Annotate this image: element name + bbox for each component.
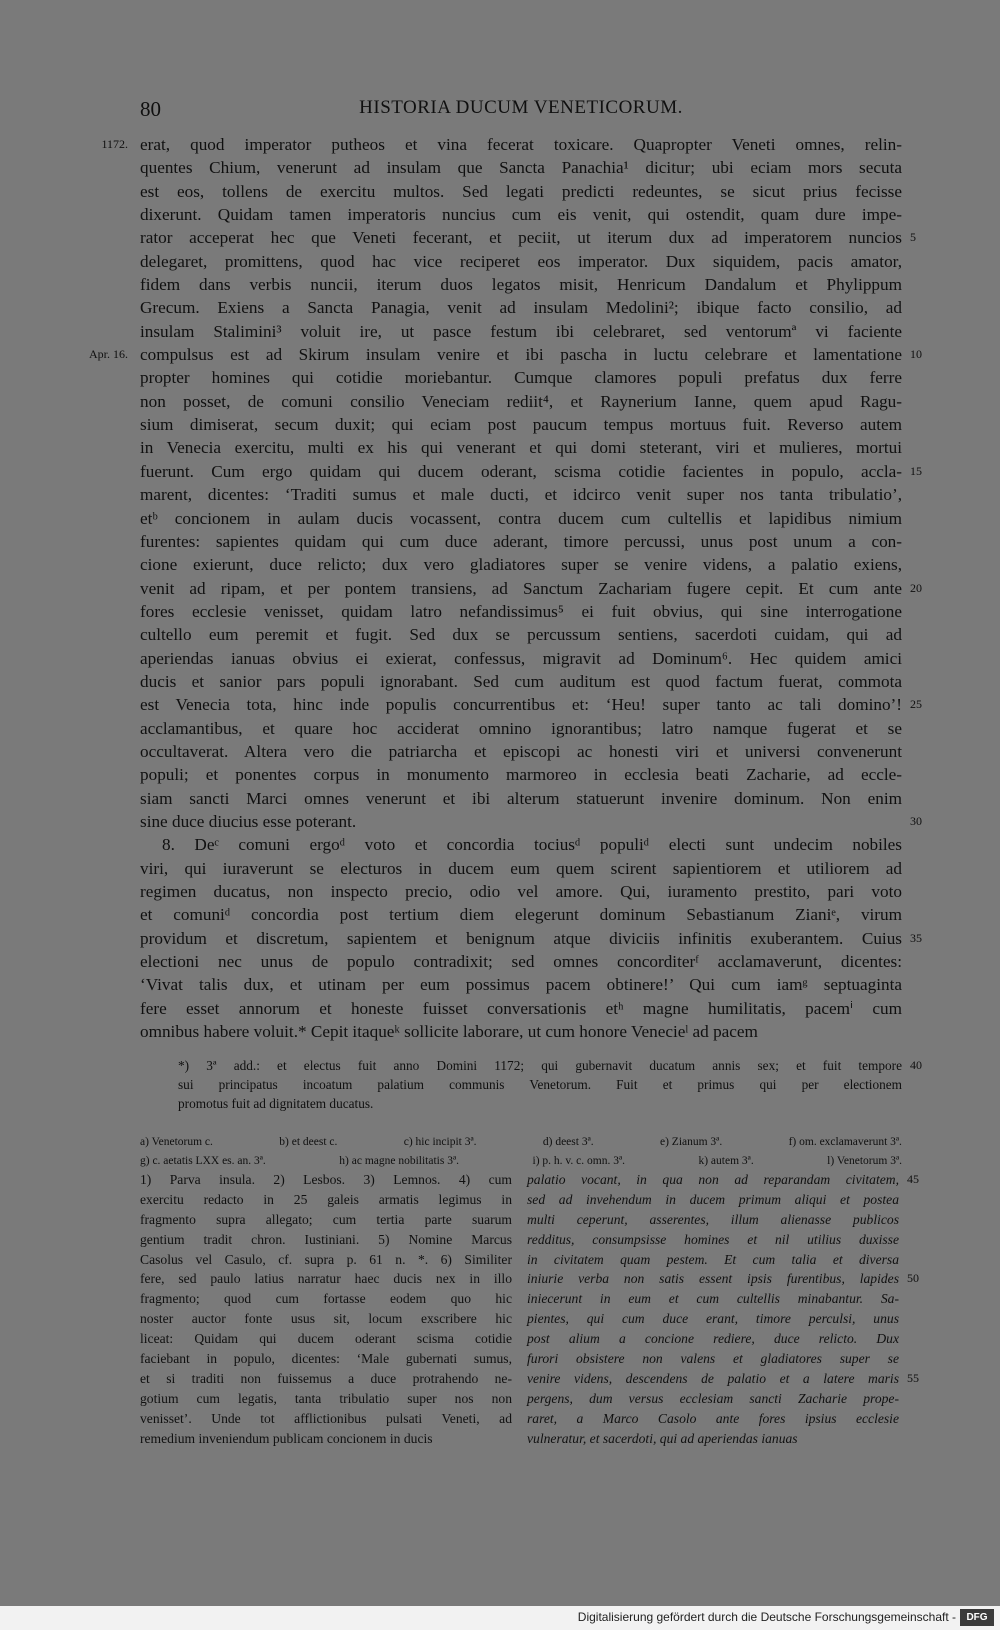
- text-line: [140, 296, 902, 319]
- note-text: promotus fuit ad dignitatem ducatus.: [178, 1096, 374, 1111]
- line-text: etᵇ concionem in aulam ducis vocassent, contra ducem cum cultellis et lapidibus nimium: [140, 508, 902, 528]
- line-text: sium dimiserat, secum duxit; qui eciam post paucum tempus mortuus fuit. Reverso autem: [140, 415, 902, 435]
- text-line: [140, 366, 902, 389]
- footnote-text: sed ad invehendum in ducem primum aliqui et postea: [527, 1191, 899, 1207]
- text-line: [140, 390, 902, 413]
- line-text: venit ad ripam, et per pontem transiens, ad Sanctum Zachariam fugere cepit. Et cum ante: [140, 578, 902, 598]
- line-text: ‘Vivat talis dux, et utinam per eum possimus pacem obtinere!’ Qui cum iamᵍ septuaginta: [140, 975, 902, 995]
- line-text: furentes: sapientes quidam qui cum duce aderant, timore percussi, unus post unum a con-: [140, 531, 902, 551]
- line-text: in Venecia exercitu, multi ex his qui venerant et qui domi steterant, viri et mulieres, mortui: [140, 438, 902, 458]
- footnote-text: et si traditi non fuissemus a duce protrahendo ne-: [140, 1370, 512, 1386]
- text-line: [140, 483, 902, 506]
- line-number: 50: [907, 1271, 919, 1286]
- footnote-text: vulneratur, et sacerdoti, qui ad aperiendas ianuas: [527, 1430, 798, 1446]
- text-line: [140, 460, 922, 483]
- footnote-text: pientes, qui cum duce erant, timore perculsi, unus: [527, 1311, 899, 1327]
- text-line: [140, 226, 916, 249]
- line-text: insulam Stalimini³ voluit ire, ut pasce festum ibi celebraret, sed ventorumª vi faciente: [140, 321, 902, 341]
- text-line: [140, 530, 902, 553]
- text-line: [140, 763, 902, 786]
- text-line: [140, 670, 902, 693]
- text-line: [140, 787, 902, 810]
- text-line: [140, 577, 922, 600]
- text-line: [140, 1020, 902, 1043]
- line-text: est eos, tollens de exercitu multos. Sed legati predicti redeuntes, se sicut prius fecisse: [140, 181, 902, 201]
- footnote-text: venire videns, descendens de palatio et a latere maris: [527, 1370, 899, 1386]
- footnote-line: [527, 1230, 899, 1250]
- line-number: 30: [910, 813, 922, 828]
- line-text: non posset, de comuni consilio Veneciam rediit⁴, et Raynerium Ianne, quem apud Ragu-: [140, 391, 902, 411]
- line-text: dixerunt. Quidam tamen imperatoris nuncius cum eis venit, qui ostendit, quam dure impe-: [140, 205, 902, 225]
- footnotes-left-column: [140, 1170, 512, 1448]
- line-number: 5: [910, 230, 916, 245]
- line-text: fere esset annorum et honeste fuisset conversationis etʰ magne humilitatis, pacemⁱ cum: [140, 998, 902, 1018]
- line-text: fuerunt. Cum ergo quidam qui ducem oderant, scisma cotidie facientes in populo, accla-: [140, 461, 902, 481]
- footnote-line: [140, 1210, 512, 1230]
- footnote-line: [140, 1269, 512, 1289]
- line-text: 8. Deᶜ comuni ergoᵈ voto et concordia tociusᵈ populiᵈ electi sunt undecim nobiles: [162, 835, 902, 855]
- line-text: Grecum. Exiens a Sancta Panagia, venit ad insulam Medolini²; ibique facto consilio, ad: [140, 298, 902, 318]
- main-text: [89, 133, 922, 1043]
- footnote-line: [527, 1409, 899, 1429]
- line-text: occultaverat. Altera vero die patriarcha et episcopi ac honesti viri et universi convenerunt: [140, 741, 902, 761]
- footnote-line: [527, 1389, 899, 1409]
- line-number: 45: [907, 1172, 919, 1186]
- footnote-line: [140, 1429, 512, 1449]
- footnote-line: [527, 1369, 919, 1389]
- text-line: [140, 320, 902, 343]
- text-line: [140, 436, 902, 459]
- text-line: [140, 273, 902, 296]
- page-number: 80: [140, 97, 161, 121]
- footnote-line: [527, 1329, 899, 1349]
- page-header: [140, 97, 902, 123]
- footnote-line: [527, 1250, 899, 1270]
- text-line: [89, 343, 922, 366]
- text-line: [140, 740, 902, 763]
- line-number: 10: [910, 347, 922, 362]
- line-number: 25: [910, 697, 922, 712]
- line-text: fores ecclesie venisset, quidam latro nefandissimus⁵ ei fuit obvius, qui sine interrogatione: [140, 601, 902, 621]
- note-text: *) 3ª add.: et electus fuit anno Domini 1172; qui gubernavit ducatum annis sex; et fuit tempore: [178, 1058, 902, 1073]
- note-text: sui principatus incoatum palatium communis Venetorum. Fuit et primus qui per electionem: [178, 1077, 902, 1092]
- text-line: [140, 810, 922, 833]
- footnote-line: [140, 1409, 512, 1429]
- line-text: delegaret, promittens, quod hac vice reciperet eos imperator. Dux siquidem, pacis amator,: [140, 251, 902, 271]
- text-line: [140, 717, 902, 740]
- line-text: rator acceperat hec que Veneti fecerant, et peciit, ut iterum dux ad imperatorem nuncios: [140, 228, 902, 248]
- line-text: omnibus habere voluit.* Cepit itaqueᵏ sollicite laborare, ut cum honore Venecieˡ ad pacem: [140, 1022, 758, 1042]
- footnote-text: iniurie verba non satis essent ipsis furentibus, lapides: [527, 1271, 899, 1287]
- footnote-text: gotium cum legatis, tanta tribulatio super nos non: [140, 1390, 512, 1406]
- variant-entry: c) hic incipit 3ª.: [403, 1136, 477, 1148]
- line-text: acclamantibus, et quare hoc acciderat omnino ignorantibus; latro namque fugerat et se: [140, 718, 902, 738]
- text-line: [140, 623, 902, 646]
- star-note: [178, 1056, 922, 1113]
- line-number: 15: [910, 463, 922, 478]
- line-text: marent, dicentes: ‘Traditi sumus et male ducti, et idcirco venit super nos tanta tribulatio’,: [140, 485, 902, 505]
- line-text: providum et discretum, sapientem et benignum atque diviciis infinitis exuberantem. Cuius: [140, 928, 902, 948]
- footnote-text: fere, sed paulo latius narratur haec ducis nex in illo: [140, 1271, 512, 1287]
- note-line: [178, 1094, 902, 1113]
- text-line: [140, 250, 902, 273]
- variant-row: [140, 1133, 902, 1152]
- footnote-line: [140, 1389, 512, 1409]
- running-title: HISTORIA DUCUM VENETICORUM.: [359, 97, 683, 118]
- text-line: [140, 950, 902, 973]
- footnote-text: in civitatem quam pestem. Et cum talia et diversa: [527, 1251, 899, 1267]
- footnote-line: [140, 1289, 512, 1309]
- footnote-line: [140, 1369, 512, 1389]
- footnote-text: furori obsistere non valens et gladiatores super se: [527, 1351, 899, 1367]
- footnote-text: noster auctor fonte usus sit, locum exscribere hic: [140, 1311, 512, 1327]
- line-text: populi; et ponentes corpus in monumento marmoreo in ecclesia beati Zacharie, ad eccle-: [140, 765, 902, 785]
- text-line: [140, 880, 902, 903]
- variant-entry: e) Zianum 3ª.: [659, 1136, 723, 1148]
- variant-entry: b) et deest c.: [279, 1136, 338, 1148]
- footnote-line: [527, 1170, 919, 1190]
- variant-entry: k) autem 3ª.: [698, 1155, 754, 1167]
- text-line: [140, 413, 902, 436]
- variant-entry: f) om. exclamaverunt 3ª.: [788, 1136, 902, 1148]
- variant-entry: h) ac magne nobilitatis 3ª.: [339, 1155, 460, 1167]
- line-text: regimen ducatus, non inspecto precio, odio vel amore. Qui, iuramento prestito, pari voto: [140, 882, 902, 901]
- note-line: [178, 1056, 922, 1075]
- variant-entry: l) Venetorum 3ª.: [827, 1155, 902, 1167]
- text-line: [140, 857, 902, 880]
- footnote-line: [527, 1190, 899, 1210]
- text-line: [140, 507, 902, 530]
- line-number: 20: [910, 580, 922, 595]
- footnote-line: [527, 1210, 899, 1230]
- margin-date: 1172.: [101, 137, 128, 151]
- text-line: [140, 903, 902, 926]
- line-text: est Venecia tota, hinc inde populis concurrentibus et: ‘Heu! super tanto ac tali domino’!: [140, 695, 902, 715]
- dfg-logo: DFG: [960, 1609, 994, 1626]
- footnote-line: [140, 1170, 512, 1190]
- margin-date: Apr. 16.: [89, 347, 128, 362]
- line-text: sine duce diucius esse poterant.: [140, 811, 357, 831]
- footnote-line: [527, 1349, 899, 1369]
- footnote-text: gentium tradit chron. Iustiniani. 5) Nomine Marcus: [140, 1231, 512, 1247]
- line-number: 55: [907, 1370, 919, 1385]
- footnote-text: liceat: Quidam qui ducem oderant scisma cotidie: [140, 1331, 512, 1347]
- text-line: [140, 156, 902, 179]
- line-text: quentes Chium, venerunt ad insulam que Sancta Panachia¹ dicitur; ubi eciam mors secuta: [140, 158, 902, 178]
- footnote-text: palatio vocant, in qua non ad reparandam civitatem,: [527, 1172, 899, 1187]
- line-number: 35: [910, 930, 922, 945]
- footnote-text: multi ceperunt, asserentes, illum alienasse publicos: [527, 1211, 899, 1227]
- line-text: fidem dans verbis nuncii, iterum duos legatos misit, Henricum Dandalum et Phylippum: [140, 275, 902, 295]
- text-line: [140, 833, 902, 856]
- footnote-line: [527, 1309, 899, 1329]
- variant-entry: g) c. aetatis LXX es. an. 3ª.: [140, 1155, 266, 1167]
- text-line: [140, 647, 902, 670]
- text-line: [140, 600, 902, 623]
- line-text: et comuniᵈ concordia post tertium diem elegerunt dominum Sebastianum Zianiᵉ, virum: [140, 905, 902, 925]
- variant-entry: i) p. h. v. c. omn. 3ª.: [532, 1155, 625, 1167]
- variant-entry: a) Venetorum c.: [140, 1136, 213, 1148]
- line-text: cultello eum peremit et fugit. Sed dux se percussum sentiens, sacerdoti cuidam, qui ad: [140, 625, 902, 645]
- footnotes-right-column: [527, 1170, 919, 1448]
- footnote-text: 1) Parva insula. 2) Lesbos. 3) Lemnos. 4) cum: [140, 1172, 512, 1187]
- text-line: [140, 180, 902, 203]
- text-line: [140, 997, 902, 1020]
- text-line: [140, 973, 902, 996]
- line-text: ducis et sanior pars populi ignorabant. Sed cum auditum est quod factum fuerat, commota: [140, 671, 902, 691]
- line-number: 40: [910, 1058, 922, 1072]
- line-text: siam sancti Marci omnes venerunt et ibi alterum statuerunt invenire dominum. Non enim: [140, 788, 902, 808]
- footnote-text: raret, a Marco Casolo ante fores ipsius ecclesie: [527, 1410, 899, 1426]
- footnote-text: iniecerunt in eum et cum cultellis minabantur. Sa-: [527, 1291, 899, 1307]
- footnote-text: Casolus vel Casulo, cf. supra p. 61 n. *. 6) Similiter: [140, 1251, 512, 1267]
- footnote-line: [140, 1190, 512, 1210]
- footnote-line: [140, 1329, 512, 1349]
- footnote-line: [140, 1250, 512, 1270]
- footnote-line: [140, 1309, 512, 1329]
- footnote-text: remedium inveniendum publicam concionem in ducis: [140, 1430, 433, 1446]
- footnote-text: faciebant in populo, dicentes: ‘Male gubernati sumus,: [140, 1351, 512, 1367]
- text-line: [140, 927, 922, 950]
- text-line: [101, 133, 902, 156]
- line-text: aperiendas ianuas obvius ei exierat, confessus, migravit ad Dominum⁶. Hec quidem amici: [140, 648, 902, 668]
- variant-readings: [140, 1133, 902, 1171]
- text-line: [140, 693, 922, 716]
- text-line: [140, 553, 902, 576]
- footer-credit: Digitalisierung gefördert durch die Deutsche Forschungsgemeinschaft -: [577, 1610, 956, 1624]
- variant-row: [140, 1152, 902, 1171]
- line-text: erat, quod imperator putheos et vina fecerat toxicare. Quapropter Veneti omnes, relin-: [140, 135, 902, 154]
- footnote-line: [140, 1230, 512, 1250]
- footnote-text: venisset’. Unde tot afflictionibus pulsati Veneti, ad: [140, 1410, 512, 1426]
- footnote-line: [527, 1269, 919, 1289]
- footer-bar: [0, 1606, 1000, 1630]
- footnote-text: pergens, dum versus ecclesiam sancti Zacharie prope-: [527, 1390, 899, 1406]
- line-text: electioni nec unus de populo contradixit; sed omnes concorditerᶠ acclamaverunt, dicentes:: [140, 952, 902, 972]
- footnote-text: fragmento; quod cum fortasse eodem quo hic: [140, 1291, 512, 1307]
- line-text: propter homines qui cotidie moriebantur. Cumque clamores populi prefatus dux ferre: [140, 368, 902, 388]
- line-text: viri, qui iuraverunt se electuros in ducem eum quem scirent sapientiorem et utiliorem ad: [140, 858, 902, 878]
- footnote-text: fragmento supra allegato; cum tertia parte suarum: [140, 1211, 512, 1227]
- footnote-line: [140, 1349, 512, 1369]
- footnote-line: [527, 1289, 899, 1309]
- footnote-text: post alium a concione rediere, duce relicto. Dux: [527, 1331, 899, 1347]
- note-line: [178, 1075, 902, 1094]
- line-text: cione exierunt, duce relicto; dux vero gladiatores super se venire videns, a palatio exiens,: [140, 555, 902, 575]
- footnote-text: exercitu redacto in 25 galeis armatis legimus in: [140, 1191, 512, 1207]
- line-text: compulsus est ad Skirum insulam venire et ibi pascha in luctu celebrare et lamentatione: [140, 345, 902, 365]
- variant-entry: d) deest 3ª.: [542, 1136, 594, 1148]
- footnote-line: [527, 1429, 899, 1449]
- text-line: [140, 203, 902, 226]
- footnote-text: redditus, consumpsisse homines et nil utilius duxisse: [527, 1231, 899, 1247]
